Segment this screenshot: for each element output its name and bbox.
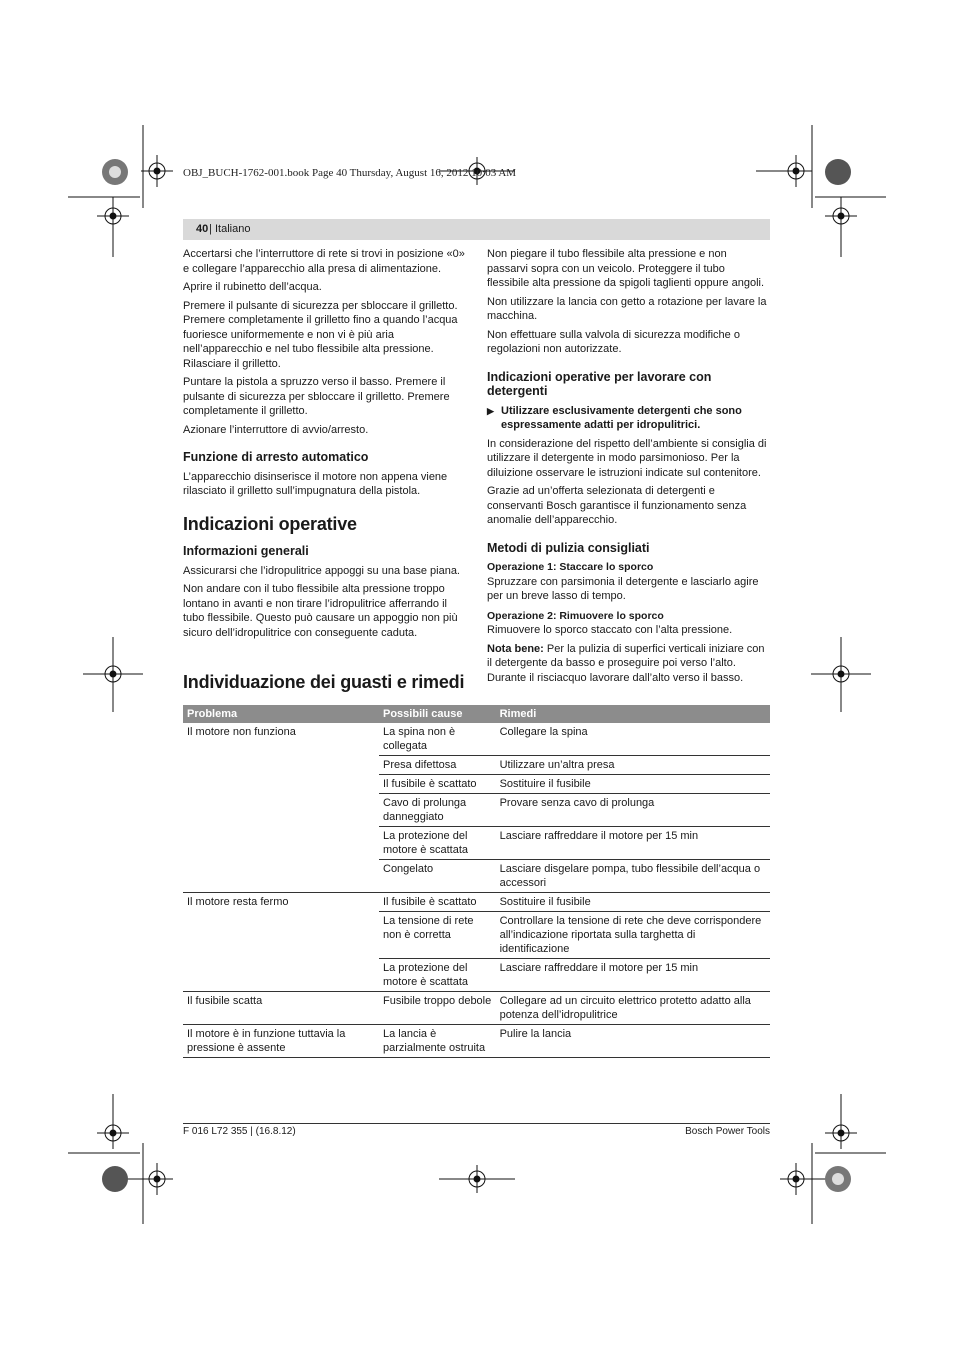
problem-cell: Il motore resta fermo [187,896,289,908]
column-header-causes: Possibili cause [379,705,496,723]
paragraph: Accertarsi che l’interruttore di rete si trovi in posizione «0» e collegare l’apparecchio alla presa di alimentazione. [183,248,465,275]
paragraph: Non andare con il tubo flessibile alta pressione troppo lontano in avanti e non tirare l’idropulitrice afferrando il tubo flessibile. Questo può causare un appoggio non più sicuro dell’idropulitrice con conseguente caduta. [183,583,458,639]
cause-cell: La protezione del motore è scattata [379,959,496,992]
footer-doc-code: F 016 L72 355 | (16.8.12) [183,1126,296,1137]
problem-cell [183,794,379,827]
table-row [183,756,770,775]
paragraph: Rimuovere lo sporco staccato con l’alta pressione. [487,624,733,636]
paragraph: Non utilizzare la lancia con getto a rotazione per lavare la macchina. [487,295,767,322]
cause-cell: La lancia è parzialmente ostruita [379,1025,496,1058]
problem-cell: Il motore è in funzione tuttavia la pressione è assente [183,1025,379,1058]
column-header-problem: Problema [183,705,379,723]
cause-cell: Presa difettosa [379,756,496,775]
left-column [183,247,465,644]
cause-cell: La tensione di rete non è corretta [379,912,496,959]
paragraph: Assicurarsi che l’idropulitrice appoggi su una base piana. [183,564,460,577]
table-row [183,992,770,1025]
table-row [183,912,770,959]
table-row [183,794,770,827]
paragraph: Grazie ad un’offerta selezionata di detergenti e conservanti Bosch garantisce il funzionamento senza anomalie dell’apparecchio. [487,485,747,526]
remedy-cell: Lasciare raffreddare il motore per 15 min [496,827,770,860]
remedy-cell: Sostituire il fusibile [496,893,770,912]
header-language: Italiano [215,223,251,235]
remedy-cell: Controllare la tensione di rete che deve corrispondere all’indicazione riportata sulla targhetta di identificazione [496,912,770,959]
table-row [183,893,770,912]
table-row [183,827,770,860]
problem-cell [183,959,379,992]
table-row [183,775,770,794]
table-row [183,959,770,992]
remedy-cell: Lasciare disgelare pompa, tubo flessibile dell’acqua o accessori [496,860,770,893]
paragraph: Premere il pulsante di sicurezza per sbloccare il grilletto. Premere completamente il grilletto fino a quando l’acqua fuoriesce uniformemente e non vi è più aria nell’apparecchio e nel tubo flessibile alta pressione. Rilasciare il grilletto. [183,299,458,370]
problem-cell [183,860,379,893]
problem-cell [183,827,379,860]
cause-cell: Congelato [379,860,496,893]
paragraph: Non piegare il tubo flessibile alta pressione e non passarvi sopra con un veicolo. Proteggere il tubo flessibile alta pressione da spigoli taglienti oppure angoli. [487,248,765,289]
paragraph: Puntare la pistola a spruzzo verso il basso. Premere il pulsante di sicurezza per sbloccare il grilletto. Premere completamente il grilletto. [183,376,450,417]
problem-cell [183,756,379,775]
arrow-bullet-icon: ▶ [487,405,494,416]
cause-cell: Cavo di prolunga danneggiato [379,794,496,827]
paragraph: Spruzzare con parsimonia il detergente e lasciarlo agire per un breve lasso di tempo. [487,575,759,602]
remedy-cell: Lasciare raffreddare il motore per 15 min [496,959,770,992]
bullet-text: Utilizzare esclusivamente detergenti che sono espressamente adatti per idropulitrici. [501,404,742,431]
auto-stop-heading: Funzione di arresto automatico [183,450,369,464]
table-row [183,723,770,756]
page-header [183,219,770,240]
paragraph: Azionare l’interruttore di avvio/arresto. [183,423,369,436]
cleaning-heading: Metodi di pulizia consigliati [487,540,650,555]
remedy-cell: Collegare ad un circuito elettrico protetto adatto alla potenza dell’idropulitrice [496,992,770,1025]
operation-2-title: Operazione 2: Rimuovere lo sporco [487,609,664,622]
note-text: Per la pulizia di superfici verticali iniziare con il detergente da basso e proseguire poi verso l’alto. Durante il risciacquo lavorare dall’alto verso il basso. [487,642,765,684]
note-paragraph [487,642,769,686]
cause-cell: La protezione del motore è scattata [379,827,496,860]
note-label: Nota bene: [487,642,544,655]
paragraph: In considerazione del rispetto dell’ambiente si consiglia di utilizzare il detergente in modo parsimonioso. Per la diluizione osservare le istruzioni indicate sul contenitore. [487,437,767,479]
remedy-cell: Pulire la lancia [496,1025,770,1058]
troubleshooting-title: Individuazione dei guasti e rimedi [183,672,465,692]
footer-rule [183,1123,770,1124]
detergent-bullet [487,404,769,433]
paragraph: Aprire il rubinetto dell’acqua. [183,281,322,293]
table-row [183,1025,770,1058]
remedy-cell: Provare senza cavo di prolunga [496,794,770,827]
book-info-line: OBJ_BUCH-1762-001.book Page 40 Thursday, August 16, 2012 10:03 AM [183,167,517,179]
troubleshooting-table [183,705,770,1058]
operation-1-title: Operazione 1: Staccare lo sporco [487,561,654,573]
problem-cell [183,912,379,959]
header-separator: | [209,223,212,235]
right-column [487,247,769,689]
remedy-cell: Sostituire il fusibile [496,775,770,794]
cause-cell: Il fusibile è scattato [379,775,496,794]
column-header-remedies: Rimedi [496,705,770,723]
problem-cell: Il fusibile scatta [183,992,379,1025]
table-header-row [183,705,770,723]
paragraph: L’apparecchio disinserisce il motore non appena viene rilasciato il grilletto sull’impugnatura della pistola. [183,470,448,497]
remedy-cell: Collegare la spina [496,723,770,756]
paragraph: Non effettuare sulla valvola di sicurezza modifiche o regolazioni non autorizzate. [487,328,740,355]
footer-brand: Bosch Power Tools [685,1126,770,1137]
problem-cell: Il motore non funziona [187,726,296,738]
page-number: 40 [196,223,209,235]
general-info-heading: Informazioni generali [183,544,309,558]
cause-cell: Il fusibile è scattato [379,893,496,912]
section-title-operative: Indicazioni operative [183,513,357,534]
detergents-heading: Indicazioni operative per lavorare con detergenti [487,369,712,398]
table-row [183,860,770,893]
remedy-cell: Utilizzare un’altra presa [496,756,770,775]
cause-cell: Fusibile troppo debole [379,992,496,1025]
problem-cell [183,775,379,794]
cause-cell: La spina non è collegata [379,723,496,756]
